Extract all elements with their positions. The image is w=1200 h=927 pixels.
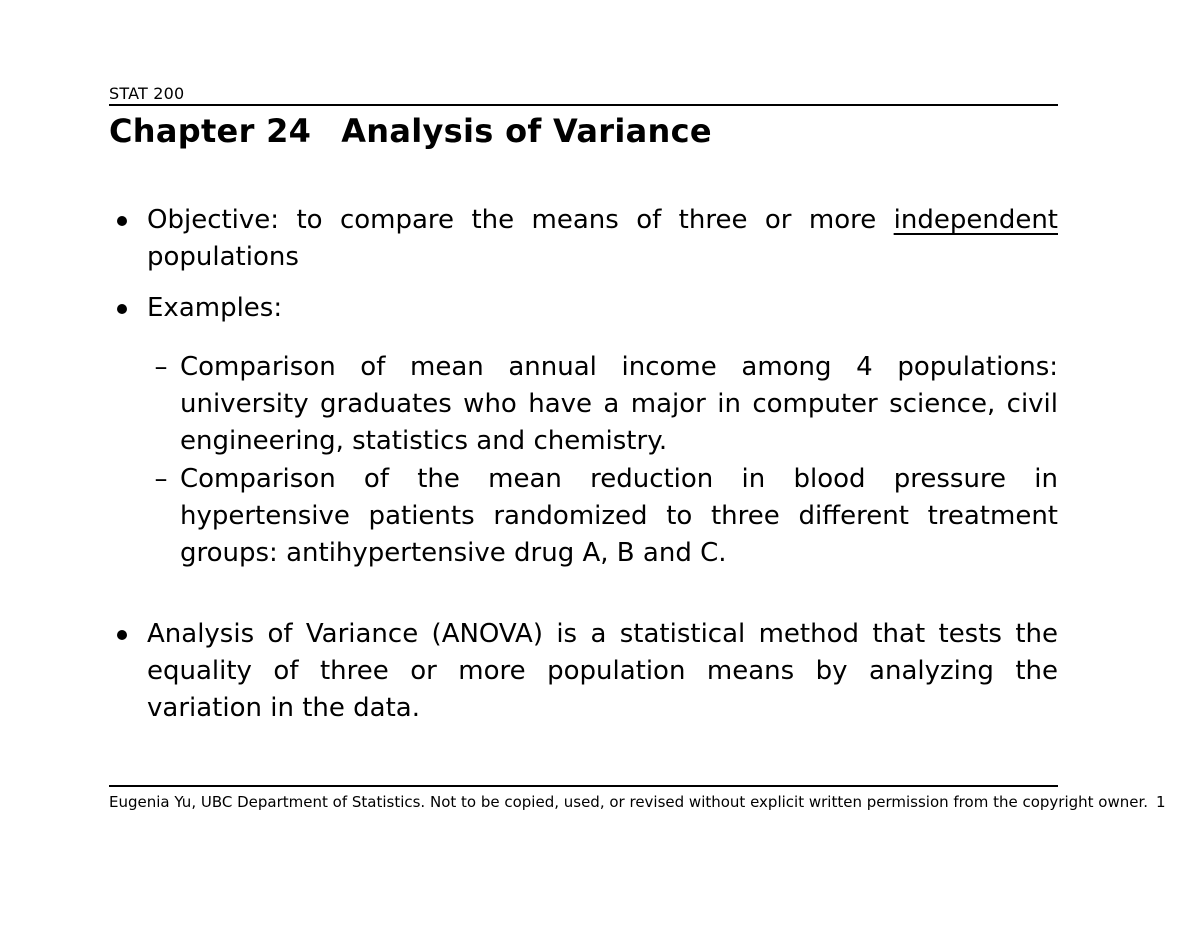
page-title: [109, 112, 712, 150]
bullet-text: Examples:: [147, 293, 283, 323]
dash-marker: –: [154, 464, 168, 494]
bullet-dot-icon: [117, 630, 127, 640]
bullet-dot-icon: [117, 216, 127, 226]
objective-text-end: populations: [147, 242, 299, 272]
bullet-text: Analysis of Variance (ANOVA) is a statistical method that tests the equality of three or more population means by analyzing the variation in the data.: [147, 619, 1058, 723]
example-text: Comparison of the mean reduction in blood pressure in hypertensive patients randomized to three different treatment groups: antihypertensive drug A, B and C.: [180, 464, 1058, 568]
page-number: 1: [1156, 793, 1166, 811]
example-text: Comparison of mean annual income among 4 populations: university graduates who have a major in computer science, civil engineering, statistics and chemistry.: [180, 352, 1058, 456]
dash-marker: –: [154, 352, 168, 382]
objective-text: Objective: to compare the means of three or more: [147, 205, 894, 235]
footer-notice: Eugenia Yu, UBC Department of Statistics. Not to be copied, used, or revised without explicit written permission from the copyright owner.: [109, 793, 1149, 811]
header-rule: [109, 104, 1058, 106]
bullet-text: [147, 202, 1058, 276]
independent-emphasis: independent: [893, 205, 1058, 235]
chapter-title: Analysis of Variance: [341, 112, 712, 150]
course-code: STAT 200: [109, 84, 185, 103]
bullet-dot-icon: [117, 304, 127, 314]
footer-rule: [109, 785, 1058, 787]
chapter-label: Chapter 24: [109, 112, 312, 150]
